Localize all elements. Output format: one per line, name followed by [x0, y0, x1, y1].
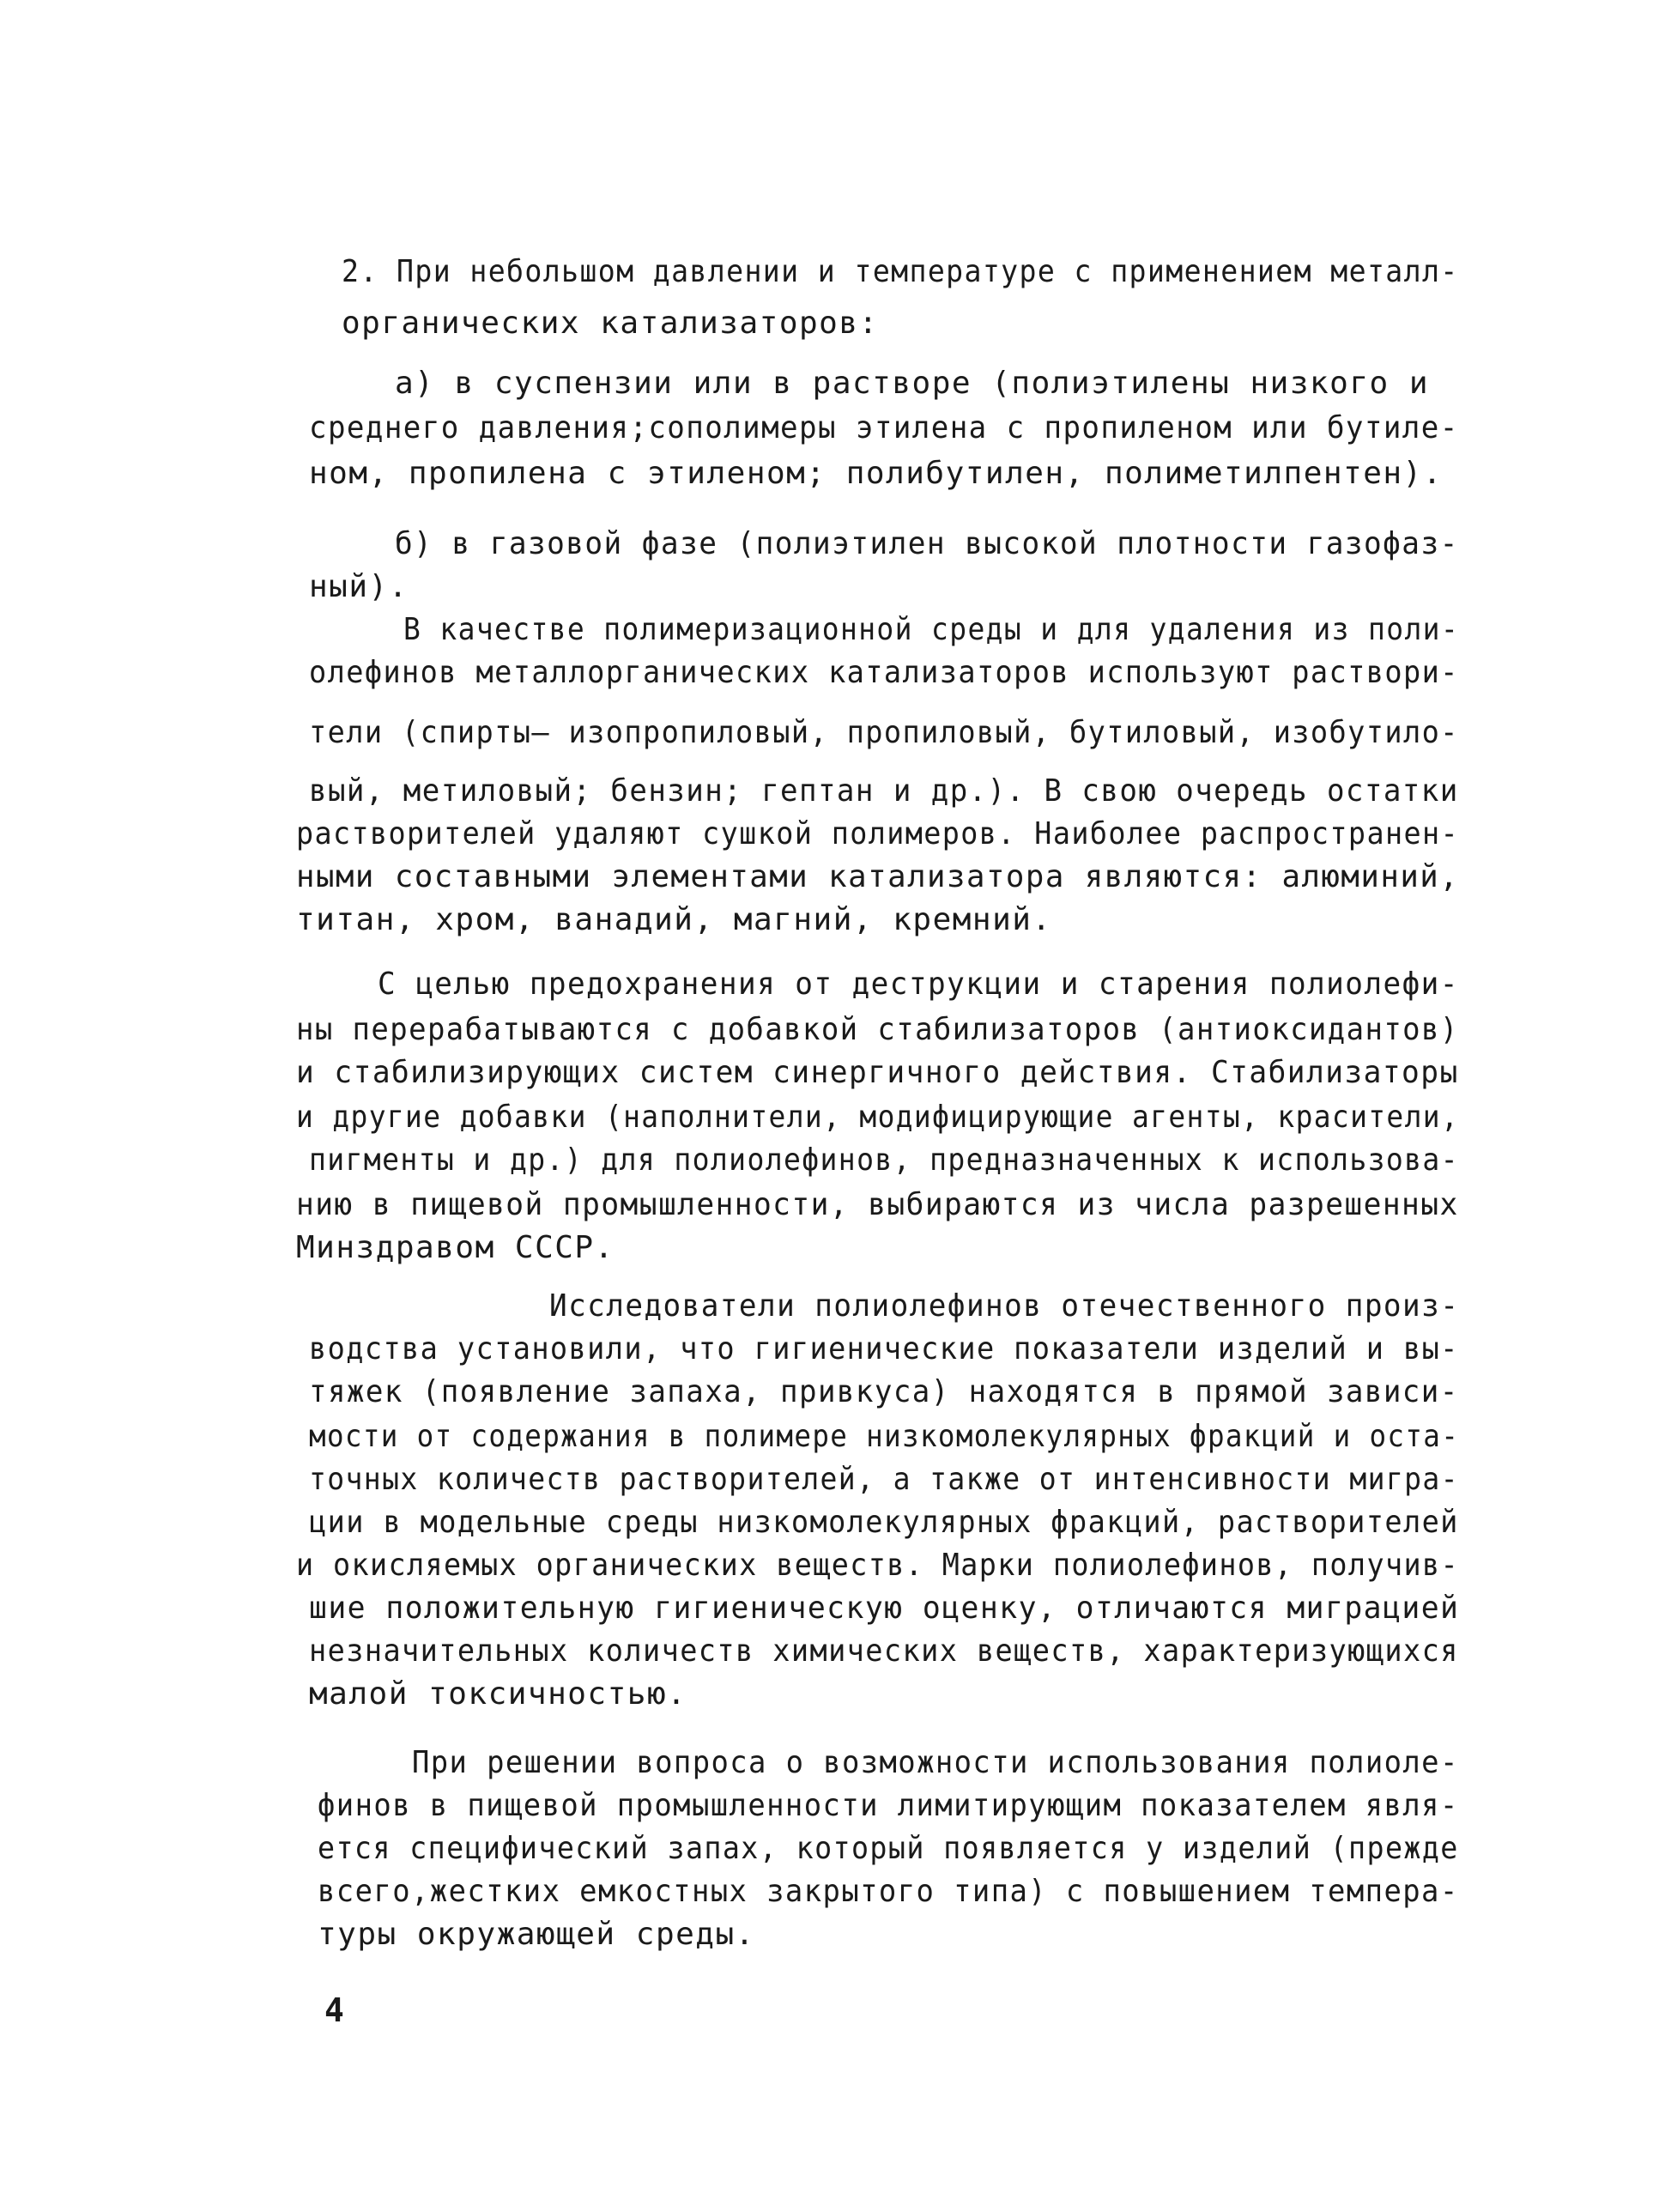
p4-line-7: титан, хром, ванадий, магний, кремний. — [296, 902, 1052, 937]
p4-line-2: олефинов металлорганических катализаторов используют раствори- — [309, 655, 1459, 690]
p6-line-3: тяжек (появление запаха, привкуса) находятся в прямой зависи- — [309, 1374, 1459, 1409]
p4-line-4: вый, метиловый; бензин; гептан и др.). В свою очередь остатки — [309, 773, 1459, 809]
p6-line-10: малой токсичностью. — [309, 1676, 687, 1712]
p3-line-1: б) в газовой фазе (полиэтилен высокой плотности газофаз- — [395, 526, 1459, 561]
p3-line-2: ный). — [309, 569, 409, 604]
p5-line-2: ны перерабатываются с добавкой стабилизаторов (антиоксидантов) — [296, 1012, 1459, 1047]
p5-line-4: и другие добавки (наполнители, модифицирующие агенты, красители, — [296, 1100, 1460, 1135]
p5-line-7: Минздравом СССР. — [296, 1230, 615, 1265]
p6-line-5: точных количеств растворителей, а также от интенсивности мигра- — [309, 1462, 1459, 1497]
p6-line-9: незначительных количеств химических веществ, характеризующихся — [309, 1633, 1459, 1669]
p6-line-6: ции в модельные среды низкомолекулярных фракций, растворителей — [309, 1505, 1459, 1540]
p1-line-2: органических катализаторов: — [342, 306, 879, 341]
p4-line-3: тели (спирты– изопропиловый, пропиловый, бутиловый, изобутило- — [309, 715, 1459, 750]
p2-line-1: а) в суспензии или в растворе (полиэтилены низкого и — [395, 366, 1430, 401]
p1-line-1: 2. При небольшом давлении и температуре с применением металл- — [342, 254, 1459, 289]
page-number: 4 — [324, 1991, 344, 2029]
p6-line-1: Исследователи полиолефинов отечественного произ- — [549, 1288, 1460, 1324]
p6-line-8: шие положительную гигиеническую оценку, отличаются миграцией — [309, 1591, 1460, 1626]
p2-line-3: ном, пропилена с этиленом; полибутилен, полиметилпентен). — [309, 456, 1443, 491]
p7-line-2: финов в пищевой промышленности лимитирующим показателем явля- — [318, 1788, 1459, 1823]
p6-line-2: водства установили, что гигиенические показатели изделий и вы- — [309, 1331, 1459, 1367]
p7-line-3: ется специфический запах, который появляется у изделий (прежде — [318, 1831, 1459, 1866]
p5-line-1: С целью предохранения от деструкции и старения полиолефи- — [378, 967, 1459, 1002]
p4-line-1: В качестве полимеризационной среды и для удаления из поли- — [403, 612, 1460, 647]
p5-line-3: и стабилизирующих систем синергичного действия. Стабилизаторы — [296, 1055, 1459, 1090]
p5-line-5: пигменты и др.) для полиолефинов, предназначенных к использова- — [309, 1142, 1459, 1178]
p7-line-1: При решении вопроса о возможности использования полиоле- — [412, 1745, 1459, 1780]
p7-line-5: туры окружающей среды. — [318, 1917, 755, 1952]
p4-line-5: растворителей удаляют сушкой полимеров. Наиболее распространен- — [296, 816, 1459, 851]
p7-line-4: всего,жестких емкостных закрытого типа) с повышением темпера- — [318, 1874, 1459, 1909]
p6-line-7: и окисляемых органических веществ. Марки полиолефинов, получив- — [296, 1548, 1459, 1583]
p6-line-4: мости от содержания в полимере низкомолекулярных фракций и оста- — [309, 1419, 1460, 1454]
p2-line-2: среднего давления;сополимеры этилена с пропиленом или бутиле- — [309, 410, 1459, 445]
p5-line-6: нию в пищевой промышленности, выбираются из числа разрешенных — [296, 1187, 1459, 1222]
p4-line-6: ными составными элементами катализатора являются: алюминий, — [296, 859, 1460, 894]
